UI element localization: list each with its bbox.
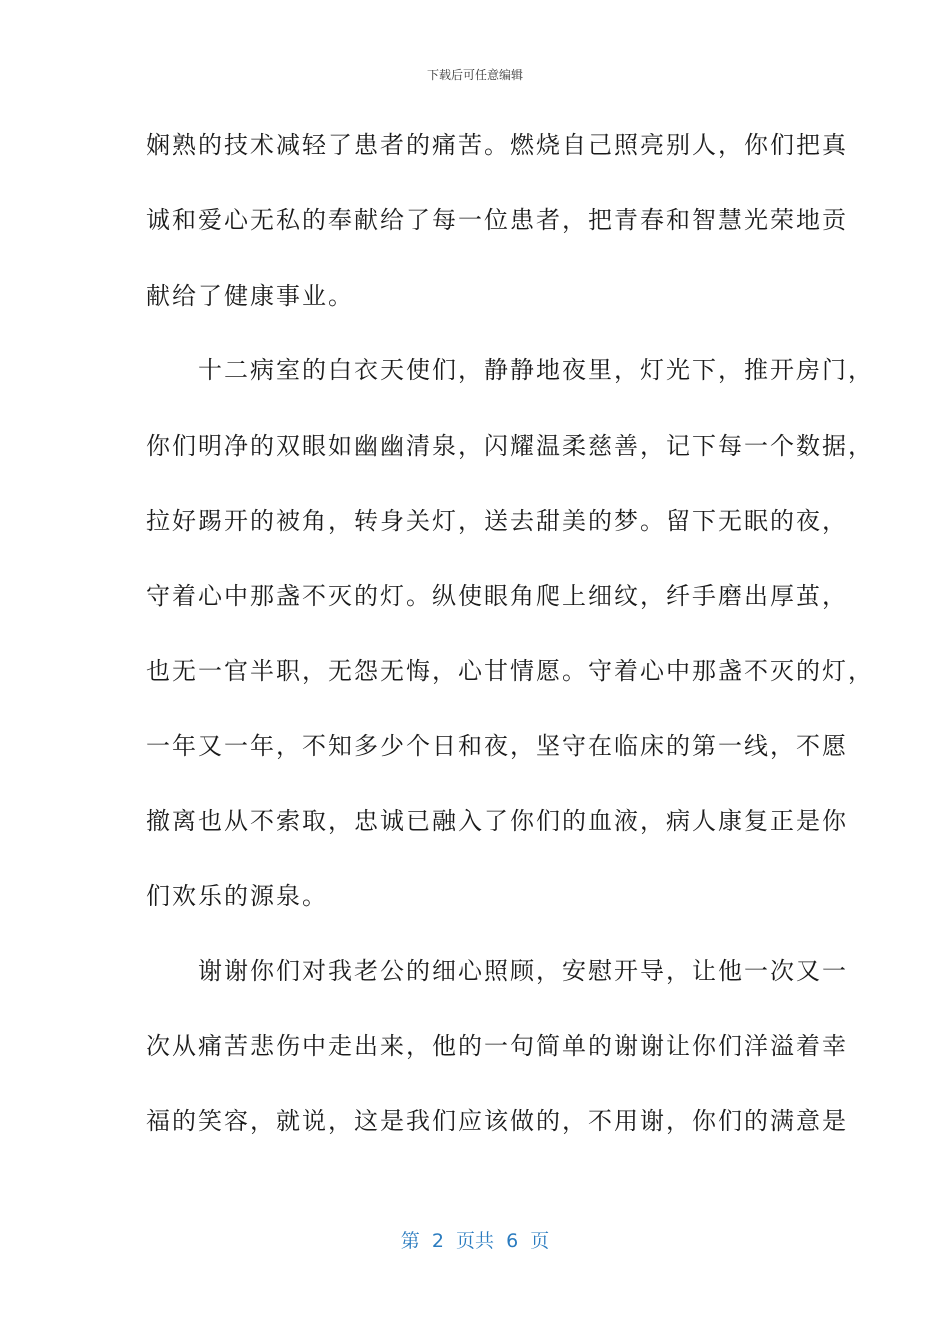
body-text-line: 你们明净的双眼如幽幽清泉，闪耀温柔慈善，记下每一个数据， xyxy=(146,432,874,460)
body-text-line: 一年又一年，不知多少个日和夜，坚守在临床的第一线，不愿 xyxy=(146,732,848,760)
body-text-line: 撤离也从不索取，忠诚已融入了你们的血液，病人康复正是你 xyxy=(146,807,848,835)
page-number-footer: 第 2 页共 6 页 xyxy=(400,1230,550,1252)
body-text-line: 们欢乐的源泉。 xyxy=(146,882,328,910)
body-text-line: 守着心中那盏不灭的灯。纵使眼角爬上细纹，纤手磨出厚茧， xyxy=(146,582,848,610)
body-text-line: 拉好踢开的被角，转身关灯，送去甜美的梦。留下无眠的夜， xyxy=(146,507,848,535)
body-text-line: 献给了健康事业。 xyxy=(146,282,354,310)
body-text-line: 福的笑容，就说，这是我们应该做的，不用谢，你们的满意是 xyxy=(146,1107,848,1135)
body-text-line: 次从痛苦悲伤中走出来，他的一句简单的谢谢让你们洋溢着幸 xyxy=(146,1032,848,1060)
body-text-line: 诚和爱心无私的奉献给了每一位患者，把青春和智慧光荣地贡 xyxy=(146,206,848,234)
body-text-line: 也无一官半职，无怨无悔，心甘情愿。守着心中那盏不灭的灯， xyxy=(146,657,874,685)
paragraph-start-line: 十二病室的白衣天使们，静静地夜里，灯光下，推开房门， xyxy=(146,356,874,384)
body-text-line: 娴熟的技术减轻了患者的痛苦。燃烧自己照亮别人，你们把真 xyxy=(146,131,848,159)
paragraph-start-line: 谢谢你们对我老公的细心照顾，安慰开导，让他一次又一 xyxy=(146,957,848,985)
page-header: 下载后可任意编辑 xyxy=(426,68,523,82)
